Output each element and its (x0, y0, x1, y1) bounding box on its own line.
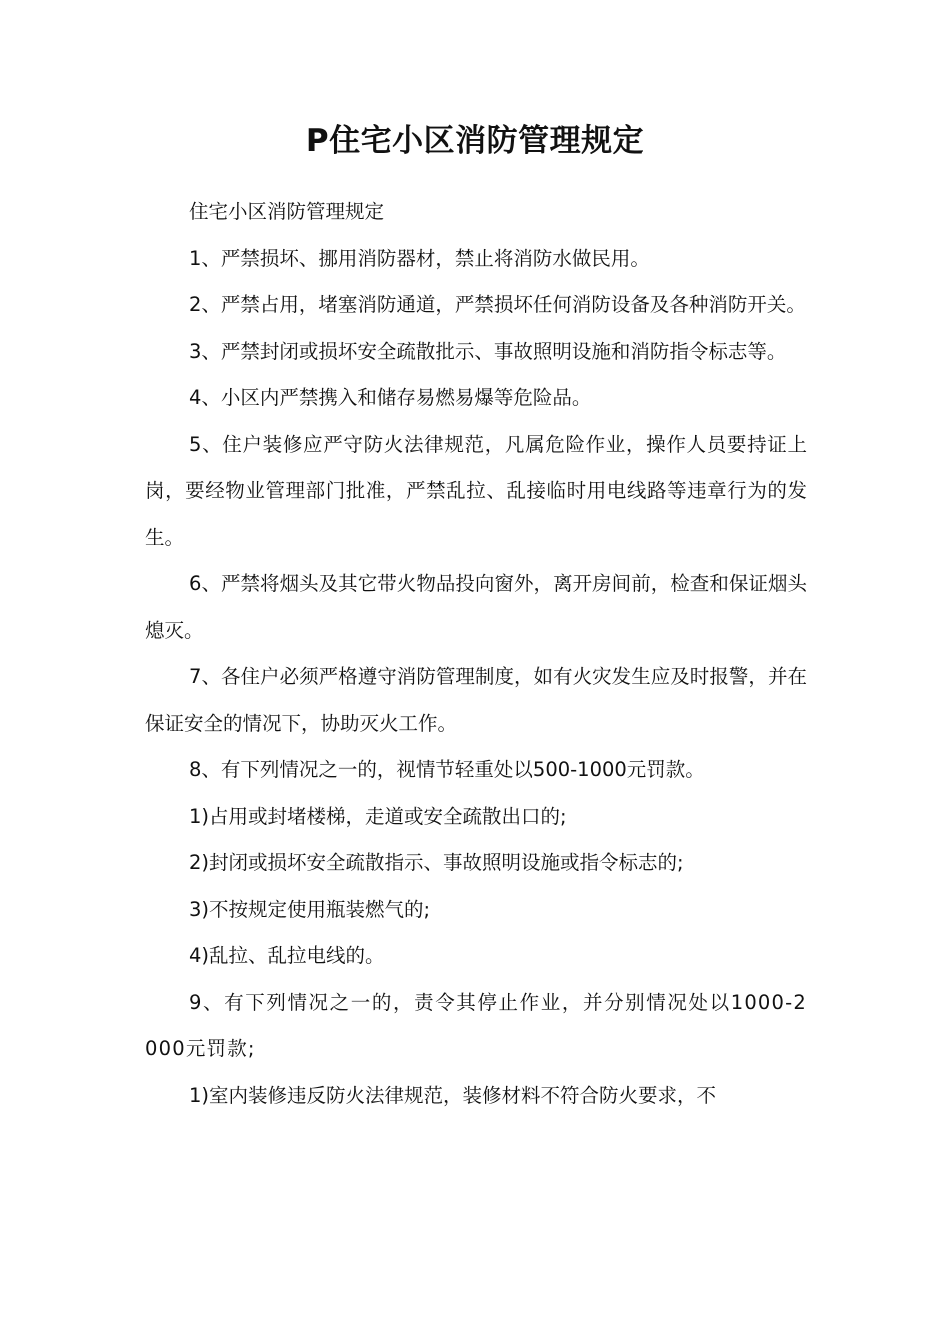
rule-1-paragraph: 1、严禁损坏、挪用消防器材，禁止将消防水做民用。 (189, 246, 650, 270)
rule-3-paragraph: 3、严禁封闭或损坏安全疏散批示、事故照明设施和消防指令标志等。 (189, 339, 787, 363)
rule-9-paragraph: 9、有下列情况之一的，责令其停止作业，并分别情况处以1000-2000元罚款; (145, 990, 807, 1060)
rule-6-paragraph: 6、严禁将烟头及其它带火物品投向窗外，离开房间前，检查和保证烟头熄灭。 (145, 572, 807, 642)
rule-5-paragraph: 5、住户装修应严守防火法律规范，凡属危险作业，操作人员要持证上岗，要经物业管理部门批准，严禁乱拉、乱接临时用电线路等违章行为的发生。 (145, 432, 807, 549)
rule-4-paragraph: 4、小区内严禁携入和储存易燃易爆等危险品。 (189, 386, 592, 409)
rule-8-item-4: 4)乱拉、乱拉电线的。 (189, 944, 385, 967)
document-title: P住宅小区消防管理规定 (305, 123, 645, 159)
rule-8-item-2: 2)封闭或损坏安全疏散指示、事故照明设施或指令标志的; (189, 851, 684, 874)
rule-2-paragraph: 2、严禁占用，堵塞消防通道，严禁损坏任何消防设备及各种消防开关。 (189, 293, 806, 316)
document-body (145, 189, 807, 1119)
rule-8-paragraph: 8、有下列情况之一的，视情节轻重处以500-1000元罚款。 (189, 758, 705, 781)
rule-8-item-3: 3)不按规定使用瓶装燃气的; (189, 897, 431, 921)
rule-7-paragraph: 7、各住户必须严格遵守消防管理制度，如有火灾发生应及时报警，并在保证安全的情况下，协助灭火工作。 (145, 665, 807, 735)
subtitle-paragraph: 住宅小区消防管理规定 (189, 200, 385, 223)
rule-8-item-1: 1)占用或封堵楼梯，走道或安全疏散出口的; (189, 804, 567, 828)
rule-9-item-1: 1)室内装修违反防火法律规范，装修材料不符合防火要求，不 (189, 1083, 717, 1107)
